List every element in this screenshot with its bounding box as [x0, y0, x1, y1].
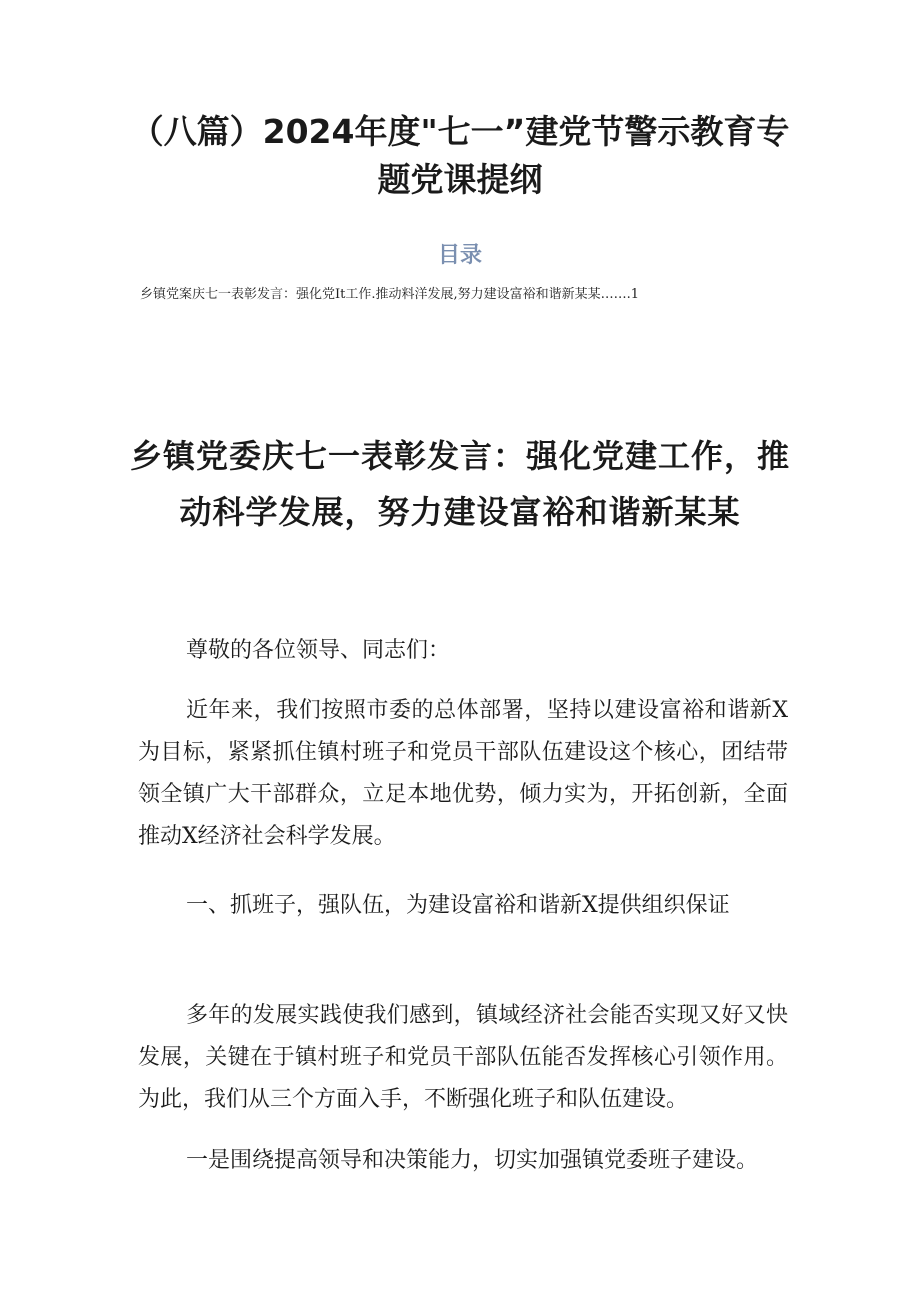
toc-heading: 目录 [437, 243, 482, 268]
section-heading-1: 一、抓班子，强队伍，为建设富裕和谐新X提供组织保证 [186, 893, 730, 918]
speech-title: 乡镇党委庆七一表彰发言：强化党建工作，推动科学发展，努力建设富裕和谐新某某 [130, 437, 791, 531]
document-title: （八篇）2024年度"七一”建党节警示教育专题党课提纲 [130, 112, 790, 199]
toc-entry[interactable]: 乡镇党案庆七一表彰发言：强化党It工作.推动料洋发展,努力建设富裕和谐新某某…….1 [140, 287, 640, 302]
body-paragraph: 多年的发展实践使我们感到，镇域经济社会能否实现又好又快发展，关键在于镇村班子和党员干部队伍能否发挥核心引领作用。为此，我们从三个方面入手，不断强化班子和队伍建设。 [138, 1003, 788, 1112]
body-paragraph: 一是围绕提高领导和决策能力，切实加强镇党委班子建设。 [186, 1148, 759, 1173]
intro-paragraph: 近年来，我们按照市委的总体部署，坚持以建设富裕和谐新X为目标，紧紧抓住镇村班子和党员干部队伍建设这个核心，团结带领全镇广大干部群众，立足本地优势，倾力实为，开拓创新，全面推动X经济社会科学发展。 [138, 698, 788, 849]
greeting-paragraph: 尊敬的各位领导、同志们： [186, 638, 451, 663]
